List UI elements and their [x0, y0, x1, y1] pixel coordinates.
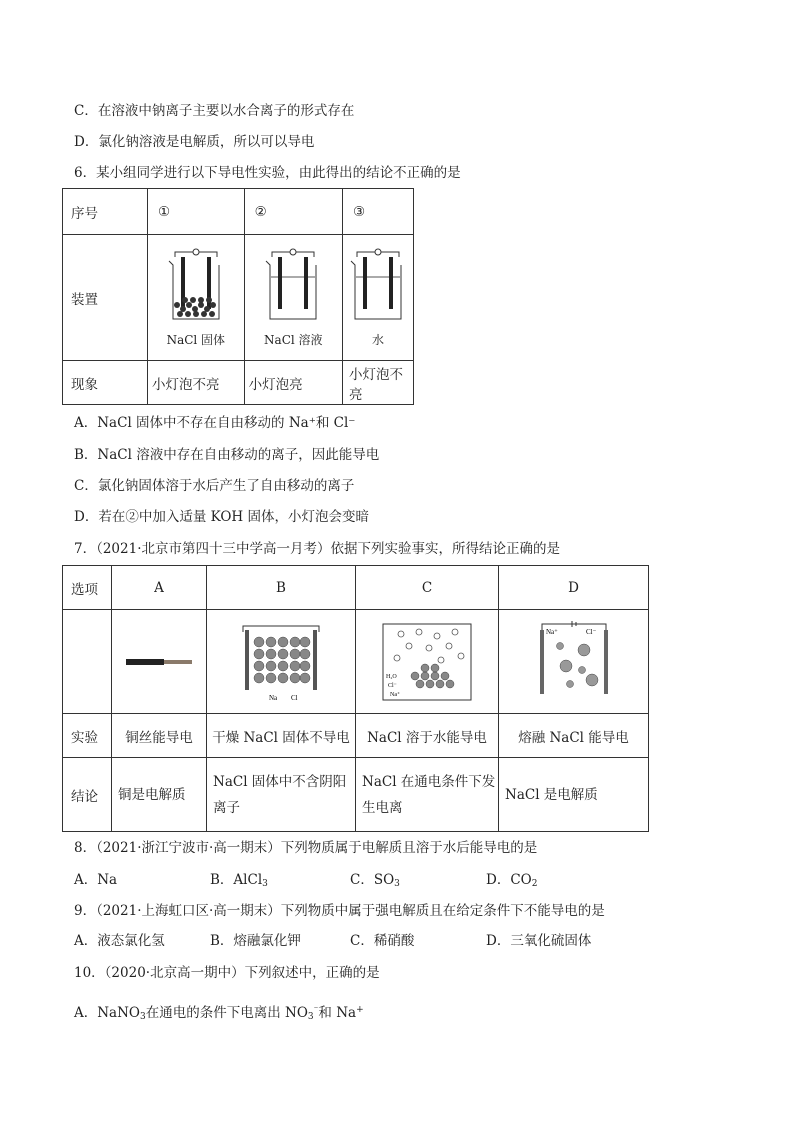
q7-stem: 7．（2021·北京市第四十三中学高一月考）依据下列实验事实，所得结论正确的是 — [74, 541, 560, 557]
q7-table — [62, 565, 649, 832]
q6-option-b: B．NaCl 溶液中存在自由移动的离子，因此能导电 — [74, 447, 380, 463]
t6-phen-2: 小灯泡亮 — [244, 361, 342, 405]
q6-stem: 6．某小组同学进行以下导电性实验，由此得出的结论不正确的是 — [74, 165, 461, 181]
t7-header-b: B — [207, 566, 356, 610]
q9-option-c: C．稀硝酸 — [350, 933, 415, 949]
t7-conc-c: NaCl 在通电条件下发生电离 — [356, 758, 499, 832]
q8-option-d: D．$CO_2$ — [486, 872, 538, 889]
c-label-cl: Cl⁻ — [388, 682, 397, 689]
c-label-na: Na⁺ — [390, 691, 401, 698]
t7-conc-b: NaCl 固体中不含阴阳离子 — [207, 758, 356, 832]
q9-option-b: B．熔融氯化钾 — [210, 933, 301, 949]
t6-header-3: ③ — [343, 189, 414, 235]
q8-stem: 8．（2021·浙江宁波市·高一期末）下列物质属于电解质且溶于水后能导电的是 — [74, 840, 538, 856]
b-label-cl: Cl — [291, 693, 298, 702]
q9-option-a: A．液态氯化氢 — [74, 933, 165, 949]
molten-nacl-diagram — [526, 620, 622, 704]
t6-device-label: 装置 — [63, 235, 148, 361]
t7-conc-a: 铜是电解质 — [112, 758, 207, 832]
d-label-na: Na⁺ — [545, 627, 558, 636]
t6-phen-label: 现象 — [63, 361, 148, 405]
t7-image-label — [63, 610, 112, 714]
t6-header-2: ② — [244, 189, 342, 235]
t7-conc-label: 结论 — [63, 758, 112, 832]
t7-image-b — [207, 610, 356, 714]
t7-image-c — [356, 610, 499, 714]
t6-device-2 — [244, 235, 342, 361]
t7-exp-a: 铜丝能导电 — [112, 714, 207, 758]
t7-exp-c: NaCl 溶于水能导电 — [356, 714, 499, 758]
c-label-h2o: H₂O — [386, 673, 397, 680]
t6-header-label: 序号 — [63, 189, 148, 235]
beaker-nacl-solution-diagram — [258, 247, 328, 327]
q9-option-d: D．三氧化硫固体 — [486, 933, 592, 949]
dry-nacl-solid-diagram — [233, 620, 329, 704]
t6-caption-2: NaCl 溶液 — [264, 333, 323, 347]
q6-table — [62, 188, 414, 405]
q9-options — [74, 932, 591, 950]
d-label-cl: Cl⁻ — [585, 627, 596, 636]
q6-option-d: D．若在②中加入适量 KOH 固体，小灯泡会变暗 — [74, 509, 369, 525]
t7-conc-d: NaCl 是电解质 — [499, 758, 649, 832]
t6-device-3 — [343, 235, 414, 361]
t6-device-1 — [148, 235, 245, 361]
q6-option-c: C．氯化钠固体溶于水后产生了自由移动的离子 — [74, 478, 355, 494]
q8-options — [74, 871, 537, 893]
t7-exp-b: 干燥 NaCl 固体不导电 — [207, 714, 356, 758]
q5-option-d: D．氯化钠溶液是电解质，所以可以导电 — [74, 134, 315, 150]
q10-option-a: A．NaNO$_3$在通电的条件下电离出 $NO_3^{^-}$和 Na+ — [74, 1005, 364, 1022]
t7-image-a — [112, 610, 207, 714]
t7-exp-label: 实验 — [63, 714, 112, 758]
t7-exp-d: 熔融 NaCl 能导电 — [499, 714, 649, 758]
t7-header-d: D — [499, 566, 649, 610]
t6-phen-1: 小灯泡不亮 — [148, 361, 245, 405]
copper-wire-image — [124, 652, 194, 672]
t7-header-label: 选项 — [63, 566, 112, 610]
q8-option-c: C．$SO_3$ — [350, 872, 400, 889]
q8-option-a: A．Na — [74, 872, 118, 888]
b-label-na: Na — [269, 693, 278, 702]
beaker-solid-nacl-diagram — [161, 247, 231, 327]
q9-stem: 9．（2021·上海虹口区·高一期末）下列物质中属于强电解质且在给定条件下不能导电的是 — [74, 903, 605, 919]
t7-image-d — [499, 610, 649, 714]
nacl-dissolving-diagram — [379, 620, 475, 704]
beaker-water-diagram — [343, 247, 413, 327]
q8-option-b: B．AlCl$_3$ — [210, 872, 268, 889]
t7-header-c: C — [356, 566, 499, 610]
q10-stem: 10．（2020·北京高一期中）下列叙述中，正确的是 — [74, 965, 380, 981]
t6-phen-3: 小灯泡不亮 — [343, 361, 414, 405]
q5-option-c: C．在溶液中钠离子主要以水合离子的形式存在 — [74, 103, 355, 119]
q6-option-a: A．NaCl 固体中不存在自由移动的 Na⁺和 Cl⁻ — [74, 415, 356, 431]
t6-caption-1: NaCl 固体 — [166, 333, 226, 347]
t6-caption-3: 水 — [371, 333, 384, 347]
t6-header-1: ① — [148, 189, 245, 235]
t7-header-a: A — [112, 566, 207, 610]
